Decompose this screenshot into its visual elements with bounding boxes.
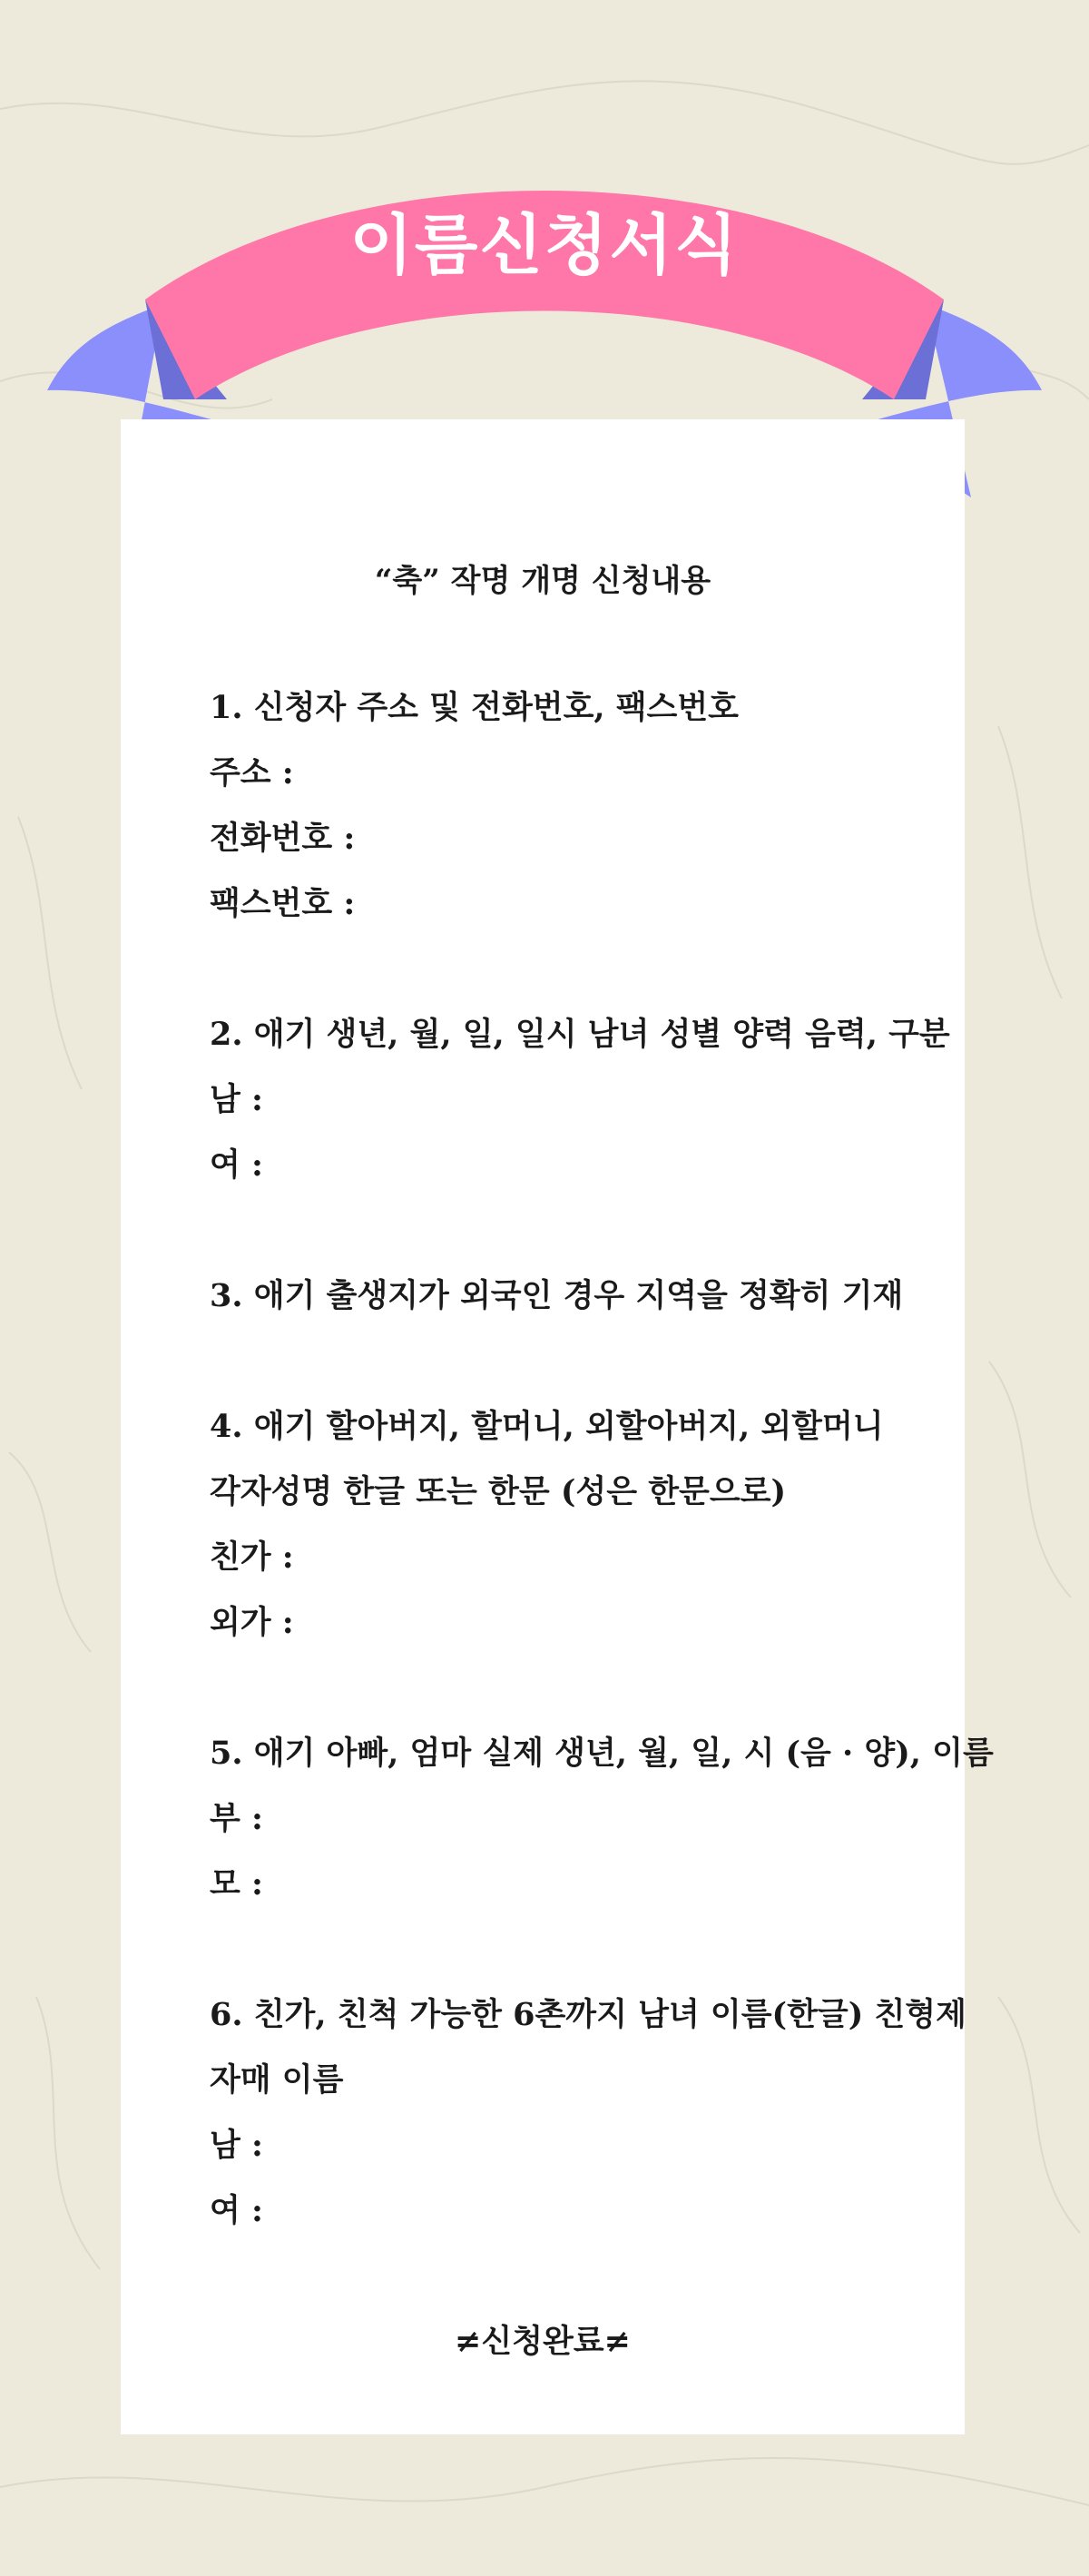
field-label-fax: 팩스번호 : <box>210 885 356 922</box>
section-title: 5. 애기 아빠, 엄마 실제 생년, 월, 일, 시 (음 · 양), 이름 <box>210 1735 994 1772</box>
field-label-mother: 모 : <box>210 1865 263 1903</box>
section-subtitle: 각자성명 한글 또는 한문 (성은 한문으로) <box>210 1473 787 1510</box>
section-applicant-contact <box>210 675 936 937</box>
section-parents <box>210 1721 994 1917</box>
section-subtitle: 자매 이름 <box>210 2061 344 2099</box>
field-label-male: 남 : <box>210 2127 263 2164</box>
form-heading: “축” 작명 개명 신청내용 <box>374 563 711 599</box>
field-label-address: 주소 : <box>210 754 294 791</box>
banner-title: 이름신청서식 <box>349 207 740 283</box>
form-footer: ≠신청완료≠ <box>455 2323 631 2360</box>
section-title: 2. 애기 생년, 월, 일, 일시 남녀 성별 양력 음력, 구분 <box>210 1016 950 1053</box>
field-label-father: 부 : <box>210 1800 263 1837</box>
field-label-paternal: 친가 : <box>210 1539 294 1576</box>
section-baby-birth <box>210 1002 950 1198</box>
section-title: 3. 애기 출생지가 외국인 경우 지역을 정확히 기재 <box>210 1277 904 1314</box>
field-label-phone: 전화번호 : <box>210 820 356 857</box>
section-birthplace <box>210 1263 936 1329</box>
section-title: 1. 신청자 주소 및 전화번호, 팩스번호 <box>210 689 739 726</box>
field-label-maternal: 외가 : <box>210 1604 294 1641</box>
field-label-female: 여 : <box>210 1146 263 1184</box>
field-label-male: 남 : <box>210 1081 263 1118</box>
section-relatives <box>210 1982 966 2244</box>
section-grandparents <box>210 1394 936 1656</box>
section-title: 6. 친가, 친척 가능한 6촌까지 남녀 이름(한글) 친형제 <box>210 1996 966 2033</box>
application-form-card <box>121 419 994 2434</box>
section-title: 4. 애기 할아버지, 할머니, 외할아버지, 외할머니 <box>210 1408 884 1445</box>
field-label-female: 여 : <box>210 2192 263 2229</box>
